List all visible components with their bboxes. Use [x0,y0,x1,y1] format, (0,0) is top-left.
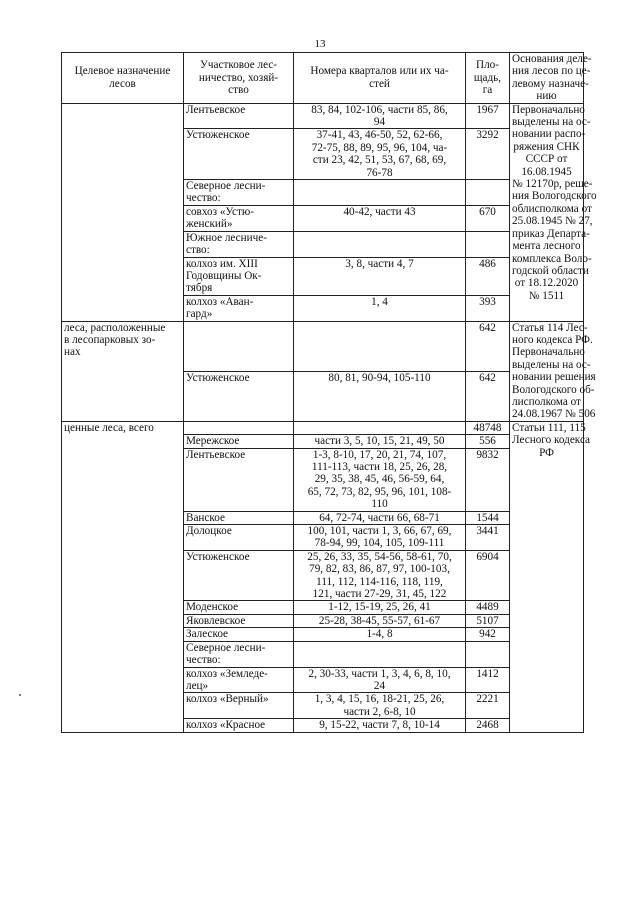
header-purpose [62,53,184,104]
text-line: 24 [373,679,386,692]
text-line: 1, 4 [371,295,388,308]
text-line: 80, 81, 90-94, 105-110 [328,371,431,384]
text-line: Северное лесни- [186,641,266,654]
text-line: новании решения [512,371,596,384]
text-line: 2, 30-33, части 1, 3, 4, 6, 8, 10, [308,667,451,680]
text-line: 111-113, части 18, 25, 26, 28, [311,461,448,473]
text-line: 1-3, 8-10, 17, 20, 21, 74, 107, [312,448,447,461]
text-line: Устюженское [186,550,250,563]
area-cell: 6904 [466,550,510,601]
quarters-cell [294,550,466,601]
text-line: Мережское [186,435,240,448]
text-line: новании распо- [512,128,586,141]
purpose-cell [62,321,184,421]
area-cell: 48748 [466,421,510,434]
text-line: 40-42, части 43 [343,205,416,218]
area-cell: 1544 [466,511,510,524]
forestry-cell [184,205,294,231]
forestry-cell [184,103,294,129]
text-line: комплекса Воло- [512,252,592,265]
forestry-cell [184,667,294,693]
text-line: гард» [186,308,213,321]
text-line: Первоначально [512,103,585,116]
text-line: 24.08.1967 № 506 [512,408,596,421]
text-line: стей [369,77,390,90]
text-line: 94 [373,116,386,129]
text-line: лисполкома от [512,395,581,408]
header-basis [510,53,592,104]
header-forestry [184,53,294,104]
forest-purpose-table [61,52,597,733]
area-cell: 4489 [466,601,510,614]
text-line: Пло- [476,59,499,72]
text-line: га [482,84,493,97]
text-line: 9, 15-22, части 7, 8, 10-14 [319,719,440,732]
forestry-cell [184,525,294,551]
text-line: ничество, хозяй- [198,71,279,84]
forestry-cell [184,601,294,614]
forestry-cell [184,550,294,601]
text-line: колхоз «Аван- [186,295,254,308]
text-line: Годовщины Ок- [186,269,262,282]
quarters-cell [294,257,466,295]
text-line: 16.08.1945 [521,165,572,178]
quarters-cell [294,231,466,257]
quarters-cell [294,435,466,448]
text-line: № 1511 [528,289,565,302]
text-line: Устюженское [186,129,250,142]
text-line: Лентьевское [186,448,246,461]
quarters-cell [294,628,466,641]
text-line: от 18.12.2020 [514,277,579,290]
text-line: ния лесов по це- [512,65,591,78]
text-line: Южное лесниче- [186,231,267,244]
area-cell: 5107 [466,614,510,627]
text-line: Долоцкое [186,525,232,538]
text-line: 79, 82, 83, 86, 87, 97, 100-103, [309,563,450,576]
text-line: Северное лесни- [186,180,266,193]
area-cell: 1967 [466,103,510,129]
text-line: 25-28, 38-45, 55-57, 61-67 [318,614,441,627]
quarters-cell [294,295,466,321]
quarters-cell [294,614,466,627]
text-line: 110 [371,498,388,511]
text-line: совхоз «Устю- [186,205,254,218]
area-cell: 2468 [466,719,510,732]
table-row [62,421,584,434]
basis-cell [510,421,591,732]
text-line: Статьи 111, 115 [512,421,586,434]
text-line: 1-12, 15-19, 25, 26, 41 [328,601,431,614]
text-line: Статья 114 Лес- [512,321,588,334]
text-line: Номера кварталов или их ча- [310,65,449,78]
area-cell: 9832 [466,448,510,511]
quarters-cell [294,511,466,524]
text-line: ство: [186,244,210,257]
text-line: Устюженское [186,371,250,384]
text-line: 76-78 [366,166,393,179]
text-line: 72-75, 88, 89, 95, 96, 104, ча- [311,141,448,154]
text-line: 100, 101, части 1, 3, 66, 67, 69, [307,525,452,538]
text-line: 37-41, 43, 46-50, 52, 62-66, [316,129,443,142]
quarters-cell [294,525,466,551]
forestry-cell [184,295,294,321]
forestry-cell [184,719,294,732]
text-line: части 3, 5, 10, 15, 21, 49, 50 [314,435,445,448]
text-line: 64, 72-74, части 66, 68-71 [319,511,440,524]
quarters-cell [294,667,466,693]
text-line: колхоз им. XIII [186,257,258,270]
text-line: тября [186,282,213,295]
text-line: чество: [186,192,221,205]
text-line: лесов [109,77,136,90]
page-number: 13 [314,38,326,50]
text-line: Моденское [186,601,239,614]
text-line: № 12170р, реше- [512,178,593,191]
purpose-cell [62,421,184,732]
text-line: 1-4, 8 [366,628,393,641]
area-cell: 3441 [466,525,510,551]
text-line: колхоз «Верный» [186,693,269,706]
table-row [62,103,584,129]
text-line: 29, 35, 38, 45, 46, 56-59, 64, [314,473,445,486]
header-quarters [294,53,466,104]
quarters-cell [294,180,466,206]
area-cell: 393 [466,295,510,321]
forestry-cell [184,371,294,421]
forestry-cell [184,448,294,511]
text-line: 78-94, 99, 104, 105, 109-111 [314,537,445,550]
quarters-cell [294,641,466,667]
text-line: Целевое назначение [74,65,171,78]
text-line: мента лесного [512,240,581,253]
table-header-row [62,53,584,104]
text-line: леса, расположенные [64,321,166,334]
forestry-cell [184,511,294,524]
forestry-cell [184,180,294,206]
text-line: в лесопарковых зо- [64,333,156,346]
quarters-cell [294,448,466,511]
forestry-cell [184,321,294,371]
area-cell [466,641,510,667]
area-cell: 486 [466,257,510,295]
text-line: ного кодекса РФ. [512,333,593,346]
forestry-cell [184,435,294,448]
text-line: приказ Департа- [512,227,590,240]
quarters-cell [294,601,466,614]
area-cell: 3292 [466,129,510,180]
area-cell: 556 [466,435,510,448]
text-line: колхоз «Земледе- [186,667,268,680]
area-cell [466,231,510,257]
purpose-cell [62,103,184,321]
text-line: Яковлевское [186,614,246,627]
text-line: колхоз «Красное [186,719,266,732]
basis-cell [510,103,597,321]
quarters-cell [294,421,466,434]
text-line: Ванское [186,511,225,524]
text-line: 111, 112, 114-116, 118, 119, [316,575,443,588]
text-line: левому назначе- [512,77,589,90]
quarters-cell [294,321,466,371]
forestry-cell [184,628,294,641]
area-cell: 942 [466,628,510,641]
header-area [466,53,510,104]
forestry-cell [184,129,294,180]
forestry-cell [184,614,294,627]
text-line: Первоначально [512,346,585,359]
quarters-cell [294,693,466,719]
text-line: Лесного кодекса [512,434,591,447]
text-line: части 2, 6-8, 10 [343,705,416,718]
text-line: сти 23, 42, 51, 53, 67, 68, 69, [312,154,447,167]
text-line: Залеское [186,628,229,641]
text-line: женский» [186,218,233,231]
text-line: СССР от [525,153,568,166]
table-row [62,321,584,371]
text-line: Вологодского об- [512,383,595,396]
text-line: выделены на ос- [512,358,591,371]
text-line: 1, 3, 4, 15, 16, 18-21, 25, 26, [314,693,445,706]
area-cell: 2221 [466,693,510,719]
forestry-cell [184,231,294,257]
quarters-cell [294,103,466,129]
quarters-cell [294,719,466,732]
quarters-cell [294,205,466,231]
area-cell: 642 [466,371,510,421]
text-line: Участковое лес- [199,59,278,72]
text-line: щадь, [473,71,502,84]
text-line: ство [228,84,249,97]
text-line: чество: [186,654,221,667]
text-line: облисполкома от [512,202,592,215]
text-line: 65, 72, 73, 82, 95, 96, 101, 108- [307,485,452,498]
area-cell [466,180,510,206]
text-line: Основания деле- [512,53,592,65]
text-line: 121, части 27-29, 31, 45, 122 [312,588,447,601]
text-line: ния Вологодского [512,190,597,203]
area-cell: 670 [466,205,510,231]
text-line: ряжения СНК [513,140,580,153]
text-line: Лентьевское [186,103,246,116]
scan-speck [19,694,21,696]
text-line: 83, 84, 102-106, части 85, 86, [311,103,448,116]
text-line: нию [536,90,557,103]
forestry-cell [184,693,294,719]
text-line: 25.08.1945 № 27, [512,215,593,228]
forestry-cell [184,641,294,667]
text-line: нах [64,346,81,359]
text-line: лец» [186,679,209,692]
area-cell: 642 [466,321,510,371]
text-line: годской области [512,264,589,277]
text-line: 25, 26, 33, 35, 54-56, 58-61, 70, [307,550,452,563]
text-line: ценные леса, всего [64,421,154,434]
forestry-cell [184,257,294,295]
text-line: 3, 8, части 4, 7 [345,257,414,270]
text-line: выделены на ос- [512,116,591,129]
text-line: РФ [539,446,554,459]
forestry-cell [184,421,294,434]
quarters-cell [294,129,466,180]
quarters-cell [294,371,466,421]
basis-cell [510,321,596,421]
area-cell: 1412 [466,667,510,693]
